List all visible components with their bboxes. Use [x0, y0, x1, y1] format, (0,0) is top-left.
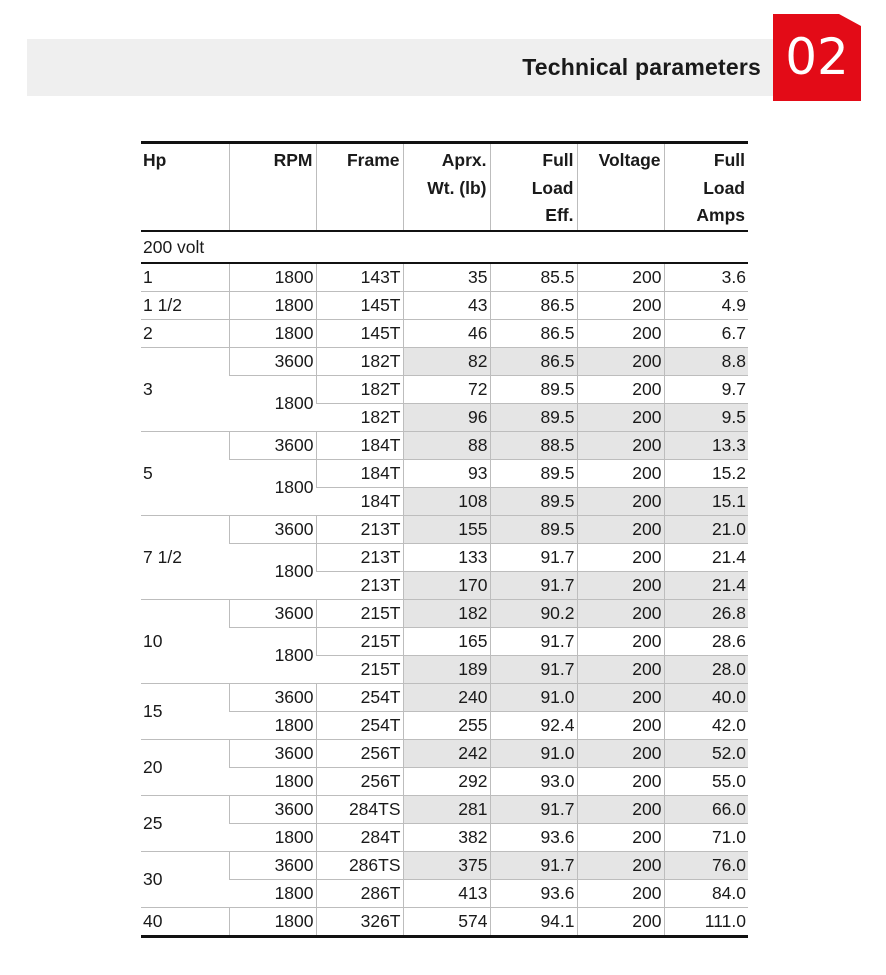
cell-voltage: 200 [577, 627, 664, 655]
cell-efficiency: 89.5 [490, 403, 577, 431]
cell-voltage: 200 [577, 907, 664, 936]
cell-amps: 21.4 [664, 571, 748, 599]
cell-weight: 165 [403, 627, 490, 655]
table-row [141, 599, 748, 627]
cell-weight: 382 [403, 823, 490, 851]
table-row [141, 879, 748, 907]
cell-weight: 35 [403, 263, 490, 292]
column-header-rpm: RPM [229, 143, 316, 231]
cell-rpm: 1800 [229, 823, 316, 851]
cell-amps: 21.4 [664, 543, 748, 571]
cell-frame: 182T [316, 375, 403, 403]
cell-frame: 213T [316, 515, 403, 543]
cell-weight: 155 [403, 515, 490, 543]
cell-weight: 46 [403, 319, 490, 347]
cell-frame: 284TS [316, 795, 403, 823]
table-row [141, 767, 748, 795]
column-header-amps-line: Amps [696, 205, 745, 225]
table-row [141, 851, 748, 879]
cell-frame: 215T [316, 599, 403, 627]
section-number-badge: 02 [773, 14, 861, 101]
cell-amps: 13.3 [664, 431, 748, 459]
technical-parameters-table [141, 141, 748, 938]
cell-efficiency: 93.6 [490, 879, 577, 907]
cell-hp: 25 [141, 795, 229, 851]
cell-weight: 574 [403, 907, 490, 936]
cell-efficiency: 88.5 [490, 431, 577, 459]
cell-efficiency: 89.5 [490, 487, 577, 515]
cell-hp: 30 [141, 851, 229, 907]
table-row [141, 319, 748, 347]
badge-corner-notch [839, 14, 861, 26]
column-header-frame: Frame [316, 143, 403, 231]
cell-rpm: 1800 [229, 879, 316, 907]
cell-frame: 182T [316, 347, 403, 375]
cell-voltage: 200 [577, 291, 664, 319]
cell-voltage: 200 [577, 683, 664, 711]
column-header-hp: Hp [141, 143, 229, 231]
cell-weight: 189 [403, 655, 490, 683]
cell-voltage: 200 [577, 739, 664, 767]
cell-weight: 96 [403, 403, 490, 431]
cell-weight: 43 [403, 291, 490, 319]
cell-hp: 7 1/2 [141, 515, 229, 599]
cell-voltage: 200 [577, 375, 664, 403]
cell-rpm: 3600 [229, 739, 316, 767]
column-header-efficiency-line: Eff. [545, 205, 574, 225]
cell-rpm: 1800 [229, 767, 316, 795]
cell-amps: 4.9 [664, 291, 748, 319]
cell-amps: 84.0 [664, 879, 748, 907]
table-row [141, 291, 748, 319]
cell-efficiency: 89.5 [490, 459, 577, 487]
cell-hp: 2 [141, 319, 229, 347]
cell-frame: 215T [316, 655, 403, 683]
cell-voltage: 200 [577, 599, 664, 627]
cell-rpm: 1800 [229, 907, 316, 936]
cell-frame: 256T [316, 739, 403, 767]
cell-hp: 10 [141, 599, 229, 683]
cell-amps: 66.0 [664, 795, 748, 823]
cell-hp: 20 [141, 739, 229, 795]
cell-amps: 42.0 [664, 711, 748, 739]
cell-frame: 184T [316, 487, 403, 515]
page-title: Technical parameters [522, 54, 761, 80]
cell-frame: 143T [316, 263, 403, 292]
table-row [141, 795, 748, 823]
cell-rpm: 1800 [229, 291, 316, 319]
cell-voltage: 200 [577, 347, 664, 375]
cell-efficiency: 86.5 [490, 319, 577, 347]
cell-rpm: 1800 [229, 319, 316, 347]
cell-weight: 375 [403, 851, 490, 879]
cell-weight: 170 [403, 571, 490, 599]
cell-weight: 93 [403, 459, 490, 487]
table-row [141, 823, 748, 851]
cell-amps: 9.5 [664, 403, 748, 431]
cell-frame: 286T [316, 879, 403, 907]
cell-efficiency: 86.5 [490, 291, 577, 319]
cell-weight: 82 [403, 347, 490, 375]
cell-efficiency: 91.7 [490, 795, 577, 823]
cell-frame: 254T [316, 683, 403, 711]
cell-weight: 413 [403, 879, 490, 907]
cell-voltage: 200 [577, 879, 664, 907]
cell-efficiency: 85.5 [490, 263, 577, 292]
cell-voltage: 200 [577, 543, 664, 571]
cell-hp: 3 [141, 347, 229, 431]
cell-frame: 256T [316, 767, 403, 795]
cell-frame: 184T [316, 431, 403, 459]
cell-rpm: 3600 [229, 431, 316, 459]
cell-voltage: 200 [577, 571, 664, 599]
table-row [141, 431, 748, 459]
table-row [141, 459, 748, 487]
cell-amps: 28.0 [664, 655, 748, 683]
cell-amps: 28.6 [664, 627, 748, 655]
cell-voltage: 200 [577, 823, 664, 851]
cell-amps: 40.0 [664, 683, 748, 711]
table-row [141, 711, 748, 739]
cell-efficiency: 89.5 [490, 515, 577, 543]
cell-amps: 21.0 [664, 515, 748, 543]
cell-efficiency: 91.7 [490, 543, 577, 571]
cell-hp: 40 [141, 907, 229, 936]
cell-hp: 5 [141, 431, 229, 515]
cell-weight: 240 [403, 683, 490, 711]
cell-efficiency: 94.1 [490, 907, 577, 936]
cell-amps: 6.7 [664, 319, 748, 347]
table-row [141, 263, 748, 292]
cell-voltage: 200 [577, 403, 664, 431]
cell-frame: 182T [316, 403, 403, 431]
cell-amps: 71.0 [664, 823, 748, 851]
cell-amps: 111.0 [664, 907, 748, 936]
cell-efficiency: 91.7 [490, 655, 577, 683]
cell-hp: 1 1/2 [141, 291, 229, 319]
column-header-efficiency-line: Full [542, 150, 574, 170]
cell-efficiency: 91.0 [490, 739, 577, 767]
cell-amps: 3.6 [664, 263, 748, 292]
cell-efficiency: 91.0 [490, 683, 577, 711]
cell-weight: 242 [403, 739, 490, 767]
cell-voltage: 200 [577, 767, 664, 795]
cell-voltage: 200 [577, 459, 664, 487]
cell-efficiency: 91.7 [490, 571, 577, 599]
table-header-row [141, 143, 748, 231]
table-row [141, 515, 748, 543]
cell-efficiency: 89.5 [490, 375, 577, 403]
table-body [141, 231, 748, 937]
cell-efficiency: 93.0 [490, 767, 577, 795]
cell-weight: 292 [403, 767, 490, 795]
table-row [141, 627, 748, 655]
cell-amps: 15.1 [664, 487, 748, 515]
cell-voltage: 200 [577, 655, 664, 683]
cell-rpm: 1800 [229, 627, 316, 683]
cell-rpm: 3600 [229, 795, 316, 823]
cell-weight: 255 [403, 711, 490, 739]
cell-rpm: 3600 [229, 851, 316, 879]
cell-voltage: 200 [577, 263, 664, 292]
cell-amps: 15.2 [664, 459, 748, 487]
cell-amps: 52.0 [664, 739, 748, 767]
column-header-weight-line: Aprx. [441, 150, 487, 170]
cell-voltage: 200 [577, 711, 664, 739]
cell-rpm: 3600 [229, 515, 316, 543]
cell-efficiency: 86.5 [490, 347, 577, 375]
cell-efficiency: 90.2 [490, 599, 577, 627]
cell-efficiency: 92.4 [490, 711, 577, 739]
column-header-amps-line: Load [703, 177, 745, 198]
cell-rpm: 3600 [229, 599, 316, 627]
cell-efficiency: 91.7 [490, 627, 577, 655]
cell-frame: 286TS [316, 851, 403, 879]
cell-weight: 182 [403, 599, 490, 627]
cell-rpm: 1800 [229, 459, 316, 515]
cell-frame: 145T [316, 319, 403, 347]
column-header-weight-line: Wt. (lb) [427, 177, 487, 198]
cell-hp: 15 [141, 683, 229, 739]
cell-frame: 254T [316, 711, 403, 739]
cell-frame: 326T [316, 907, 403, 936]
cell-efficiency: 91.7 [490, 851, 577, 879]
cell-frame: 184T [316, 459, 403, 487]
table-row [141, 683, 748, 711]
cell-frame: 284T [316, 823, 403, 851]
cell-weight: 72 [403, 375, 490, 403]
cell-amps: 8.8 [664, 347, 748, 375]
cell-efficiency: 93.6 [490, 823, 577, 851]
cell-voltage: 200 [577, 795, 664, 823]
cell-rpm: 1800 [229, 375, 316, 431]
header-bar [27, 39, 789, 96]
column-header-voltage: Voltage [577, 143, 664, 231]
cell-hp: 1 [141, 263, 229, 292]
cell-amps: 9.7 [664, 375, 748, 403]
cell-voltage: 200 [577, 319, 664, 347]
cell-weight: 88 [403, 431, 490, 459]
cell-frame: 213T [316, 571, 403, 599]
table-row [141, 543, 748, 571]
cell-frame: 213T [316, 543, 403, 571]
cell-rpm: 1800 [229, 711, 316, 739]
table-row [141, 907, 748, 936]
cell-voltage: 200 [577, 431, 664, 459]
cell-weight: 281 [403, 795, 490, 823]
cell-frame: 215T [316, 627, 403, 655]
cell-rpm: 3600 [229, 683, 316, 711]
cell-frame: 145T [316, 291, 403, 319]
cell-voltage: 200 [577, 851, 664, 879]
voltage-group-label: 200 volt [141, 231, 748, 263]
table-row [141, 739, 748, 767]
column-header-weight [403, 143, 490, 231]
table-row [141, 375, 748, 403]
cell-amps: 55.0 [664, 767, 748, 795]
cell-amps: 76.0 [664, 851, 748, 879]
column-header-amps-line: Full [713, 150, 745, 170]
table-row [141, 347, 748, 375]
cell-amps: 26.8 [664, 599, 748, 627]
cell-voltage: 200 [577, 487, 664, 515]
cell-weight: 133 [403, 543, 490, 571]
column-header-efficiency [490, 143, 577, 231]
column-header-amps [664, 143, 748, 231]
cell-voltage: 200 [577, 515, 664, 543]
cell-weight: 108 [403, 487, 490, 515]
cell-rpm: 1800 [229, 263, 316, 292]
cell-rpm: 1800 [229, 543, 316, 599]
cell-rpm: 3600 [229, 347, 316, 375]
group-label-row [141, 231, 748, 263]
column-header-efficiency-line: Load [531, 177, 574, 198]
